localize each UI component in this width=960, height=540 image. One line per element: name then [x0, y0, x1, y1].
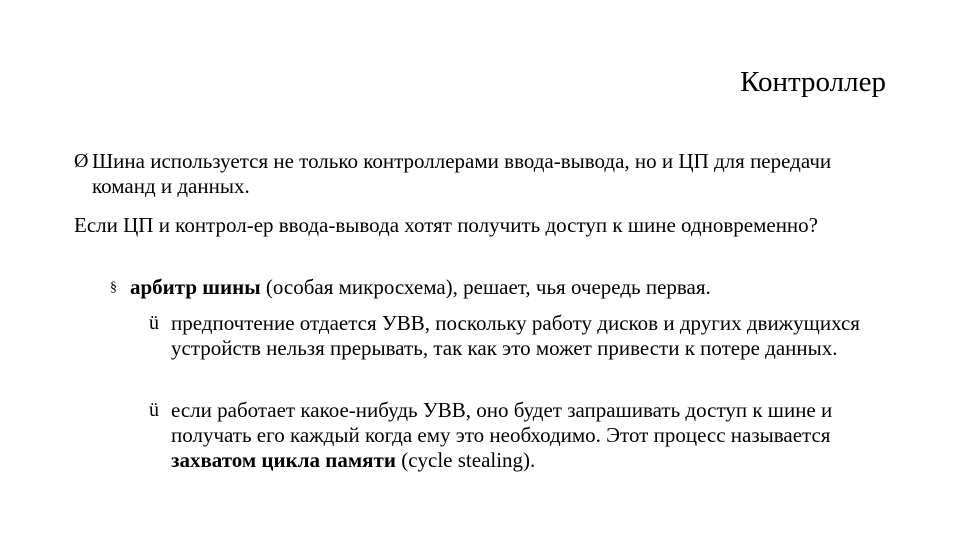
question-paragraph: Если ЦП и контрол-ер ввода-вывода хотят получить доступ к шине одновременно? [74, 213, 818, 237]
bullet-bus-usage [74, 149, 874, 199]
square-bullet-icon: § [110, 280, 117, 295]
check-item-cycle-stealing-text [149, 398, 879, 473]
cycle-stealing-term: захватом цикла памяти [171, 448, 396, 472]
bullet-bus-usage-text: Шина используется не только контроллерами ввода-вывода, но и ЦП для передачи команд и данных. [92, 149, 832, 198]
bus-arbiter-description: (особая микросхема), решает, чья очередь первая. [260, 275, 711, 299]
bullet-bus-arbiter [110, 275, 890, 300]
bullet-bus-arbiter-text [110, 275, 890, 300]
check-item-priority-text: предпочтение отдается УВВ, поскольку работу дисков и других движущихся устройств нельзя прерывать, так как это может привести к потере данных. [171, 311, 860, 360]
check-item-cycle-stealing [149, 398, 879, 473]
slide-title: Контроллер [740, 66, 886, 98]
checkmark-icon: ü [149, 399, 159, 421]
check-item-priority [149, 311, 869, 361]
arrow-bullet-icon: Ø [74, 150, 89, 172]
cycle-stealing-text-a: если работает какое-нибудь УВВ, оно будет запрашивать доступ к шине и получать его каждый когда ему это необходимо. Этот процесс называется [171, 398, 833, 447]
bus-arbiter-term: арбитр шины [130, 275, 261, 299]
checkmark-icon: ü [149, 312, 159, 334]
cycle-stealing-text-b: (cycle stealing). [395, 448, 536, 472]
